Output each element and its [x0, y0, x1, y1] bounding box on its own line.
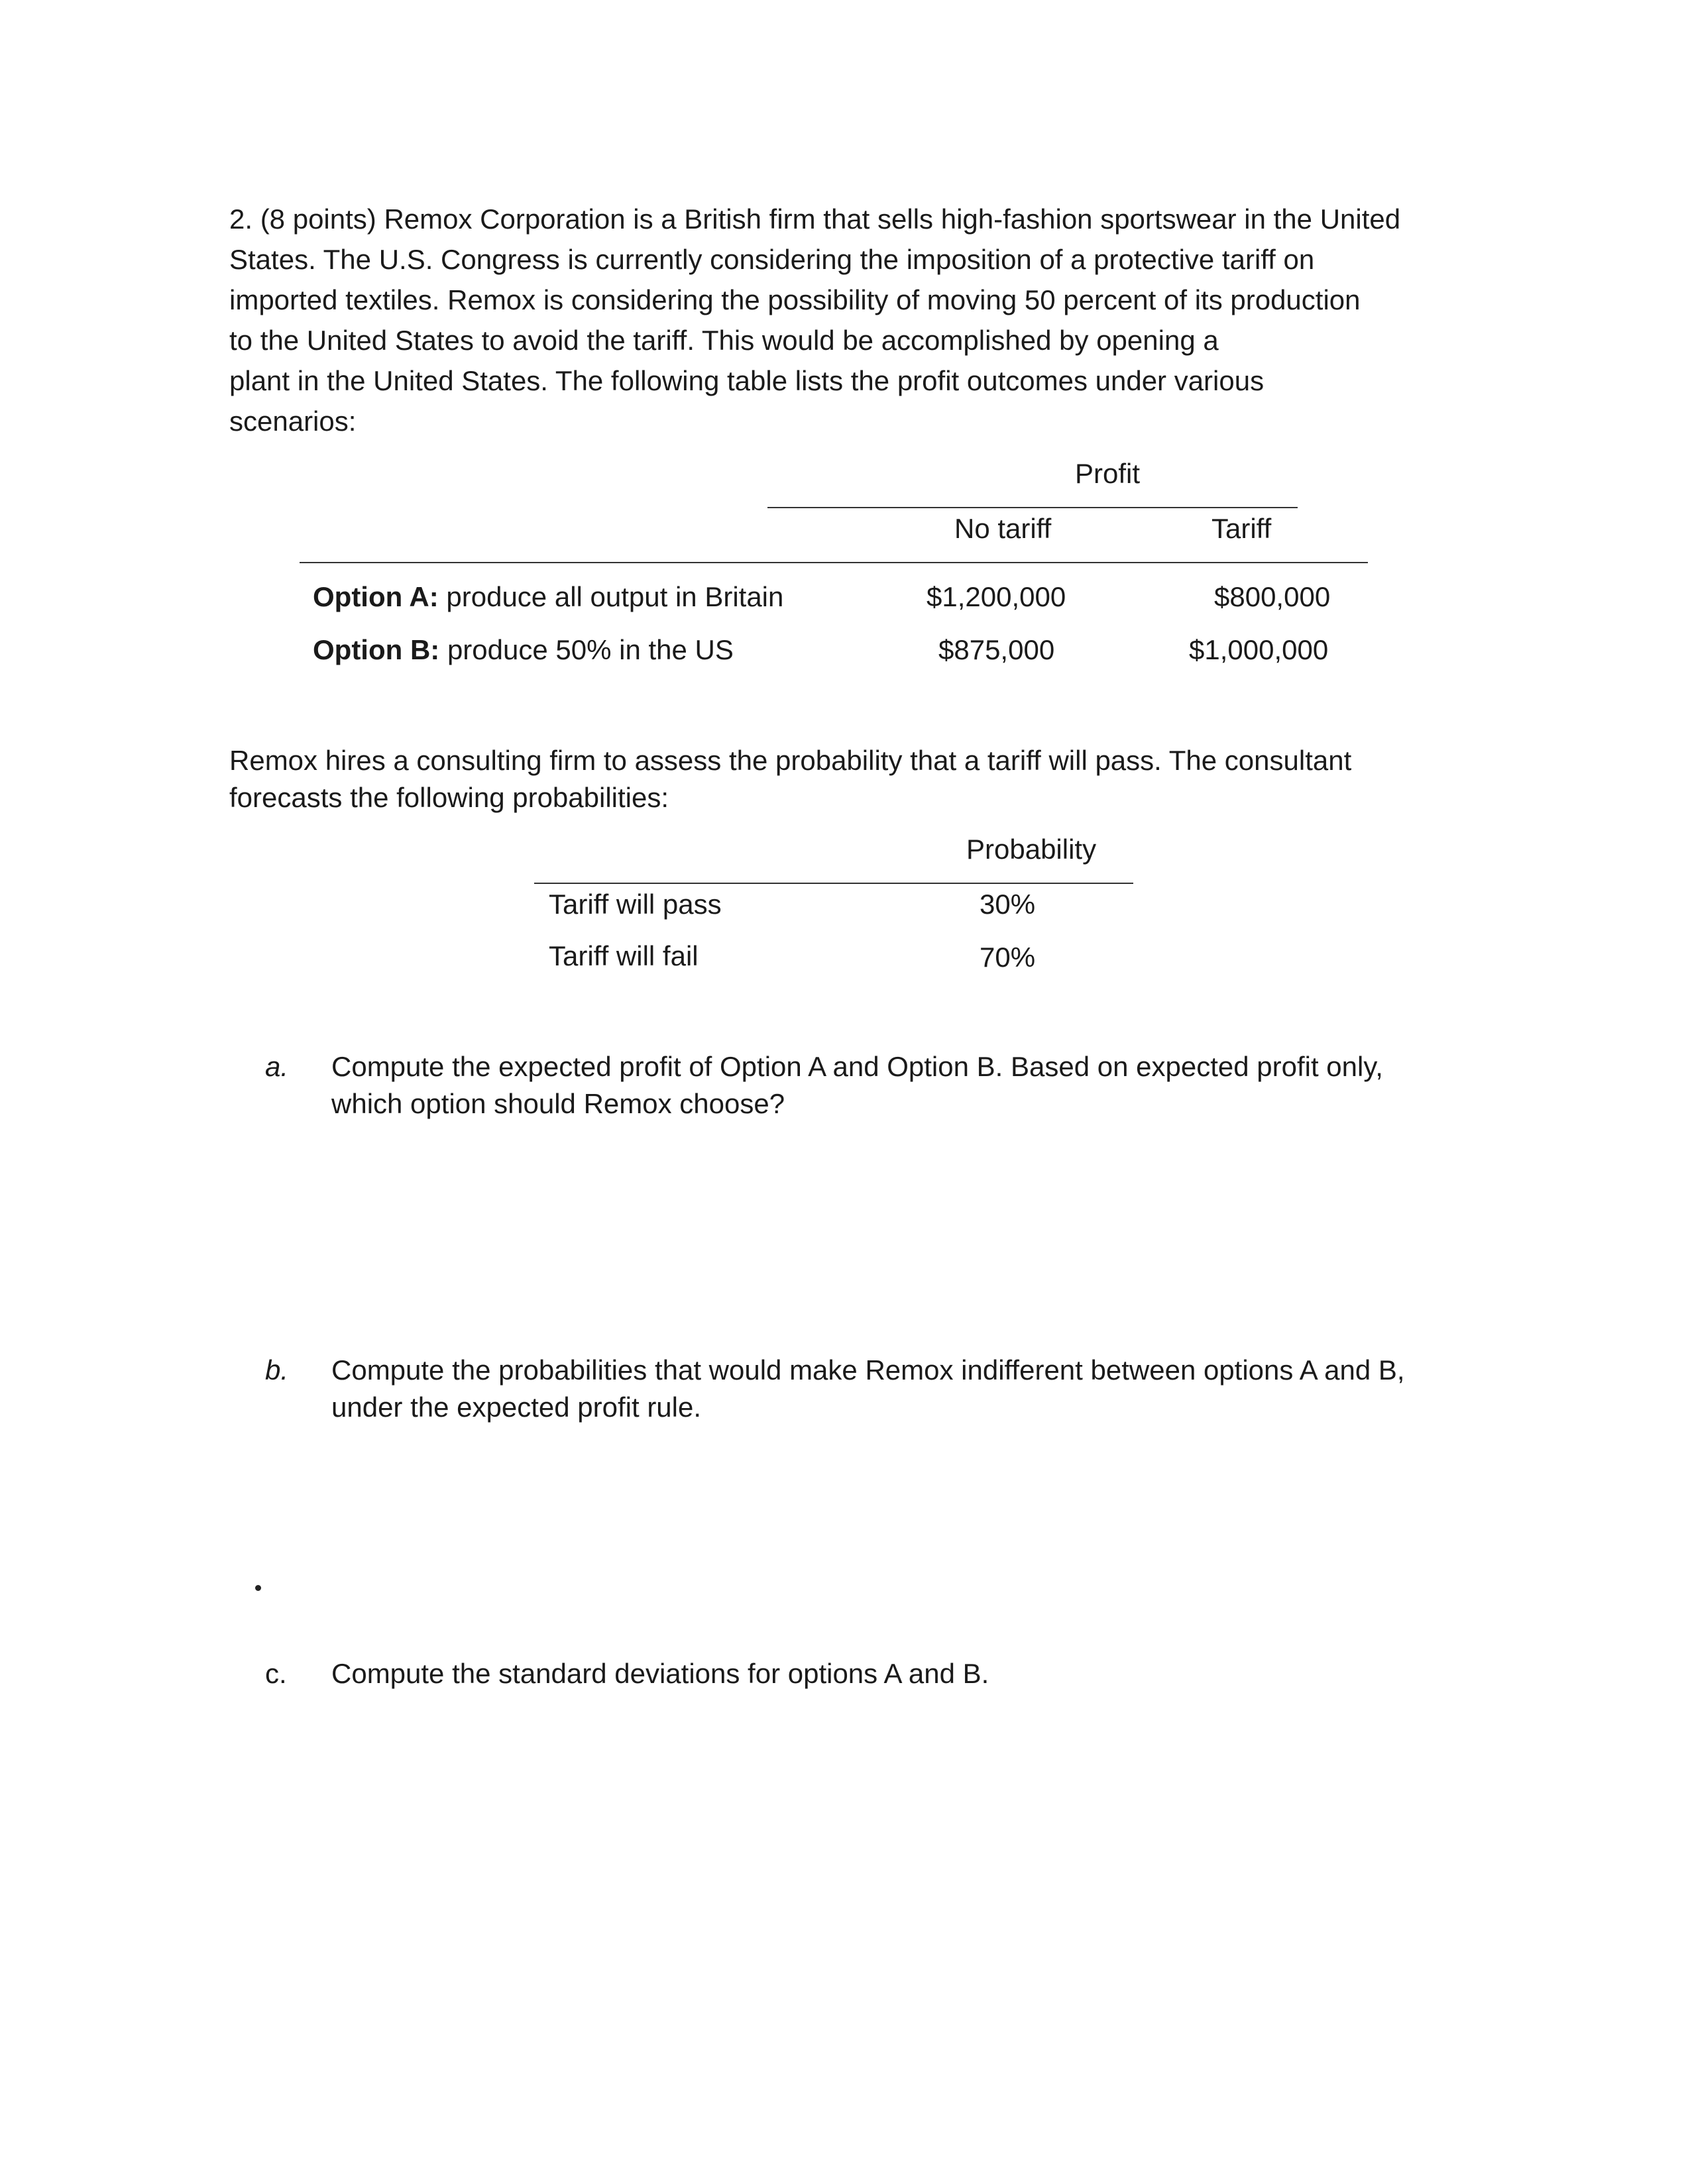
consultant-paragraph: [229, 742, 1351, 816]
intro-line: imported textiles. Remox is considering the possibility of moving 50 percent of its production: [229, 284, 1361, 315]
question-line: Compute the probabilities that would make Remox indifferent between options A and B,: [331, 1354, 1405, 1386]
option-a-description: produce all output in Britain: [438, 581, 784, 612]
scan-speck-mark: [255, 1585, 261, 1591]
consultant-line: forecasts the following probabilities:: [229, 782, 669, 813]
column-header-tariff: Tariff: [1211, 513, 1272, 544]
question-line: under the expected profit rule.: [331, 1392, 702, 1423]
question-marker: a.: [265, 1051, 289, 1082]
intro-line: to the United States to avoid the tariff. This would be accomplished by opening a: [229, 325, 1219, 356]
question-marker: b.: [265, 1354, 289, 1386]
option-b-description: produce 50% in the US: [439, 634, 734, 665]
probability-row-value: 70%: [980, 942, 1036, 973]
option-a-tariff-value: $800,000: [1214, 581, 1331, 612]
profit-group-header: Profit: [1075, 458, 1141, 489]
question-text: [331, 1352, 1405, 1426]
question-text: [331, 1655, 989, 1692]
question-text: [331, 1048, 1383, 1122]
option-a-no-tariff-value: $1,200,000: [927, 581, 1066, 612]
consultant-line: Remox hires a consulting firm to assess the probability that a tariff will pass. The consultant: [229, 745, 1352, 776]
question-line: which option should Remox choose?: [331, 1088, 785, 1119]
probability-header-rule: [534, 883, 1133, 884]
header-rule: [300, 562, 1368, 563]
column-header-no-tariff: No tariff: [954, 513, 1052, 544]
option-b-no-tariff-value: $875,000: [938, 634, 1055, 665]
problem-intro-paragraph: [229, 199, 1469, 441]
table-row-label-option-b: [313, 633, 734, 667]
option-b-name: Option B:: [313, 634, 440, 665]
question-line: Compute the standard deviations for options A and B.: [331, 1658, 989, 1689]
table-row-label-option-a: [313, 580, 783, 614]
probability-row-label: Tariff will pass: [549, 889, 722, 920]
intro-line: scenarios:: [229, 406, 357, 437]
option-b-tariff-value: $1,000,000: [1189, 634, 1329, 665]
profit-group-rule: [767, 507, 1298, 508]
question-marker: c.: [265, 1658, 287, 1689]
question-line: Compute the expected profit of Option A and Option B. Based on expected profit only,: [331, 1051, 1383, 1082]
intro-line: 2. (8 points) Remox Corporation is a British firm that sells high-fashion sportswear in the United: [229, 203, 1401, 235]
probability-row-value: 30%: [980, 889, 1036, 920]
intro-line: plant in the United States. The following table lists the profit outcomes under various: [229, 365, 1264, 396]
probability-header: Probability: [966, 834, 1097, 865]
intro-line: States. The U.S. Congress is currently considering the imposition of a protective tariff on: [229, 244, 1315, 275]
option-a-name: Option A:: [313, 581, 439, 612]
probability-row-label: Tariff will fail: [549, 940, 699, 971]
